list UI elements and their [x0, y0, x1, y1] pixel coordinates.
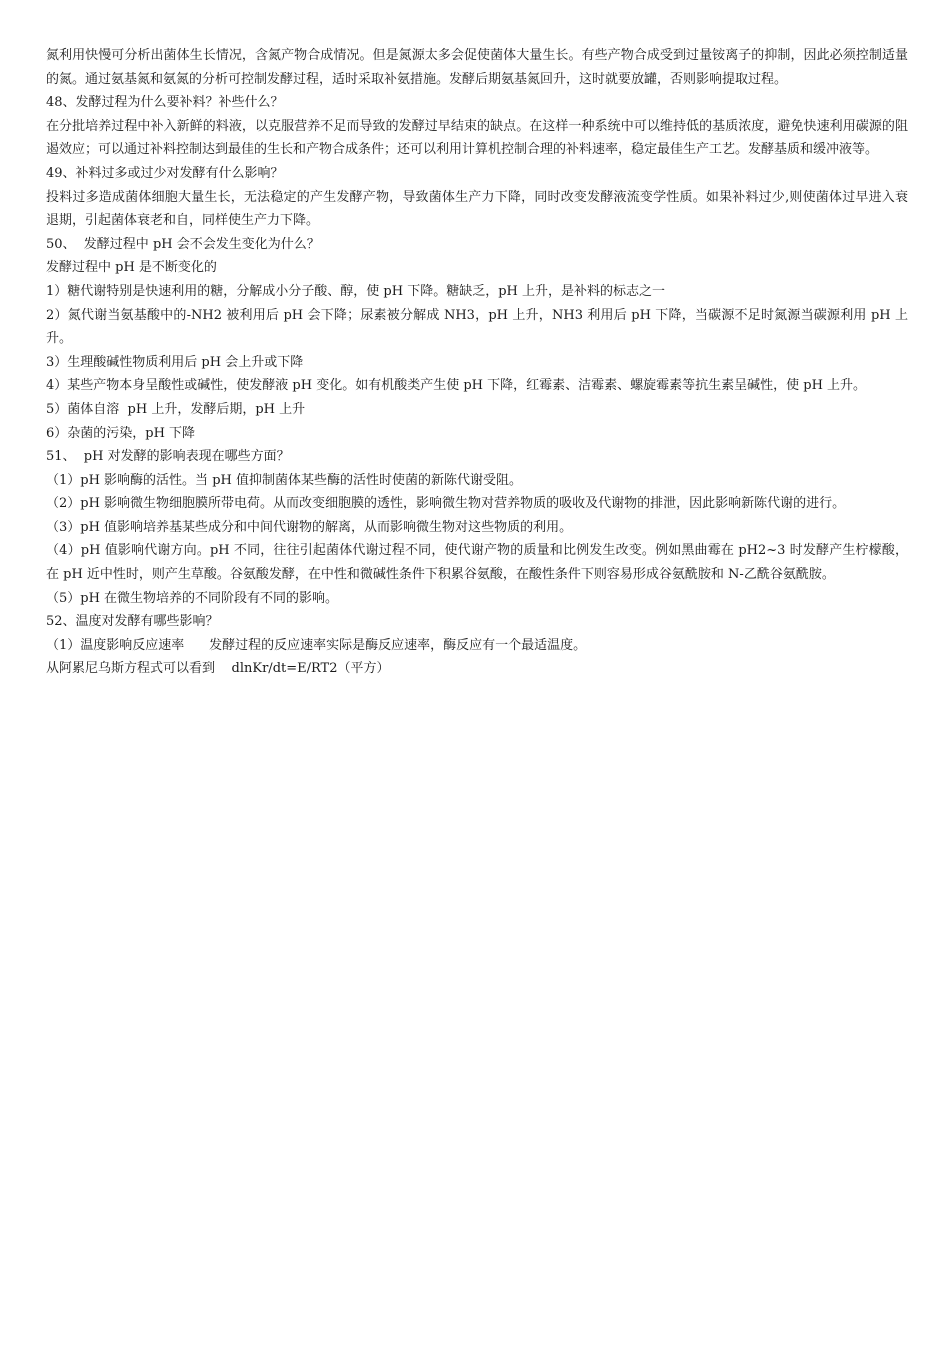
answer-48: 在分批培养过程中补入新鲜的料液，以克服营养不足而导致的发酵过早结束的缺点。在这样一种系统中可以维持低的基质浓度，避免快速利用碳源的阻遏效应；可以通过补料控制达到最佳的生长和产物合成条件；还可以利用计算机控制合理的补料速率，稳定最佳生产工艺。发酵基质和缓冲液等。 [46, 118, 908, 158]
answer-52-item-1: （1）温度影响反应速率 发酵过程的反应速率实际是酶反应速率，酶反应有一个最适温度。 [46, 637, 587, 653]
document-page [46, 44, 908, 681]
paragraph-nitrogen-control: 氮利用快慢可分析出菌体生长情况，含氮产物合成情况。但是氮源太多会促使菌体大量生长。有些产物合成受到过量铵离子的抑制，因此必须控制适量的氮。通过氨基氮和氨氮的分析可控制发酵过程，适时采取补氨措施。发酵后期氨基氮回升，这时就要放罐，否则影响提取过程。 [46, 48, 908, 87]
answer-51-item-5: （5）pH 在微生物培养的不同阶段有不同的影响。 [46, 590, 339, 606]
answer-51-item-1: （1）pH 影响酶的活性。当 pH 值抑制菌体某些酶的活性时使菌的新陈代谢受阻。 [46, 472, 522, 488]
answer-49: 投料过多造成菌体细胞大量生长，无法稳定的产生发酵产物，导致菌体生产力下降，同时改变发酵液流变学性质。如果补料过少,则使菌体过早进入衰退期，引起菌体衰老和自，同样使生产力下降。 [46, 189, 908, 229]
answer-50-item-1: 1）糖代谢特别是快速利用的糖，分解成小分子酸、醇，使 pH 下降。糖缺乏，pH 上升，是补料的标志之一 [46, 283, 665, 299]
answer-50-item-6: 6）杂菌的污染，pH 下降 [46, 425, 196, 441]
question-50: 50、 发酵过程中 pH 会不会发生变化为什么？ [46, 236, 320, 252]
answer-50-item-2: 2）氮代谢当氨基酸中的-NH2 被利用后 pH 会下降；尿素被分解成 NH3，pH 上升，NH3 利用后 pH 下降，当碳源不足时氮源当碳源利用 pH 上升。 [46, 307, 908, 347]
answer-51-item-3: （3）pH 值影响培养基某些成分和中间代谢物的解离，从而影响微生物对这些物质的利用。 [46, 519, 573, 535]
question-49: 49、补料过多或过少对发酵有什么影响？ [46, 165, 284, 181]
answer-50-intro: 发酵过程中 pH 是不断变化的 [46, 260, 217, 276]
answer-50-item-4: 4）某些产物本身呈酸性或碱性，使发酵液 pH 变化。如有机酸类产生使 pH 下降，红霉素、洁霉素、螺旋霉素等抗生素呈碱性，使 pH 上升。 [46, 378, 867, 394]
question-52: 52、温度对发酵有哪些影响？ [46, 614, 219, 630]
answer-52-equation: 从阿累尼乌斯方程式可以看到 dlnKr/dt=E/RT2（平方） [46, 661, 390, 677]
answer-51-item-2: （2）pH 影响微生物细胞膜所带电荷。从而改变细胞膜的透性，影响微生物对营养物质的吸收及代谢物的排泄，因此影响新陈代谢的进行。 [46, 496, 846, 512]
question-48: 48、发酵过程为什么要补料？补些什么？ [46, 95, 284, 111]
question-51: 51、 pH 对发酵的影响表现在哪些方面？ [46, 449, 290, 465]
answer-51-item-4: （4）pH 值影响代谢方向。pH 不同，往往引起菌体代谢过程不同，使代谢产物的质量和比例发生改变。例如黑曲霉在 pH2~3 时发酵产生柠檬酸，在 pH 近中性时，则产生草酸。谷氨酸发酵，在中性和微碱性条件下积累谷氨酸，在酸性条件下则容易形成谷氨酰胺和 N-乙酰谷氨酰胺。 [46, 543, 908, 583]
answer-50-item-3: 3）生理酸碱性物质利用后 pH 会上升或下降 [46, 354, 304, 370]
answer-50-item-5: 5）菌体自溶 pH 上升，发酵后期，pH 上升 [46, 401, 306, 417]
